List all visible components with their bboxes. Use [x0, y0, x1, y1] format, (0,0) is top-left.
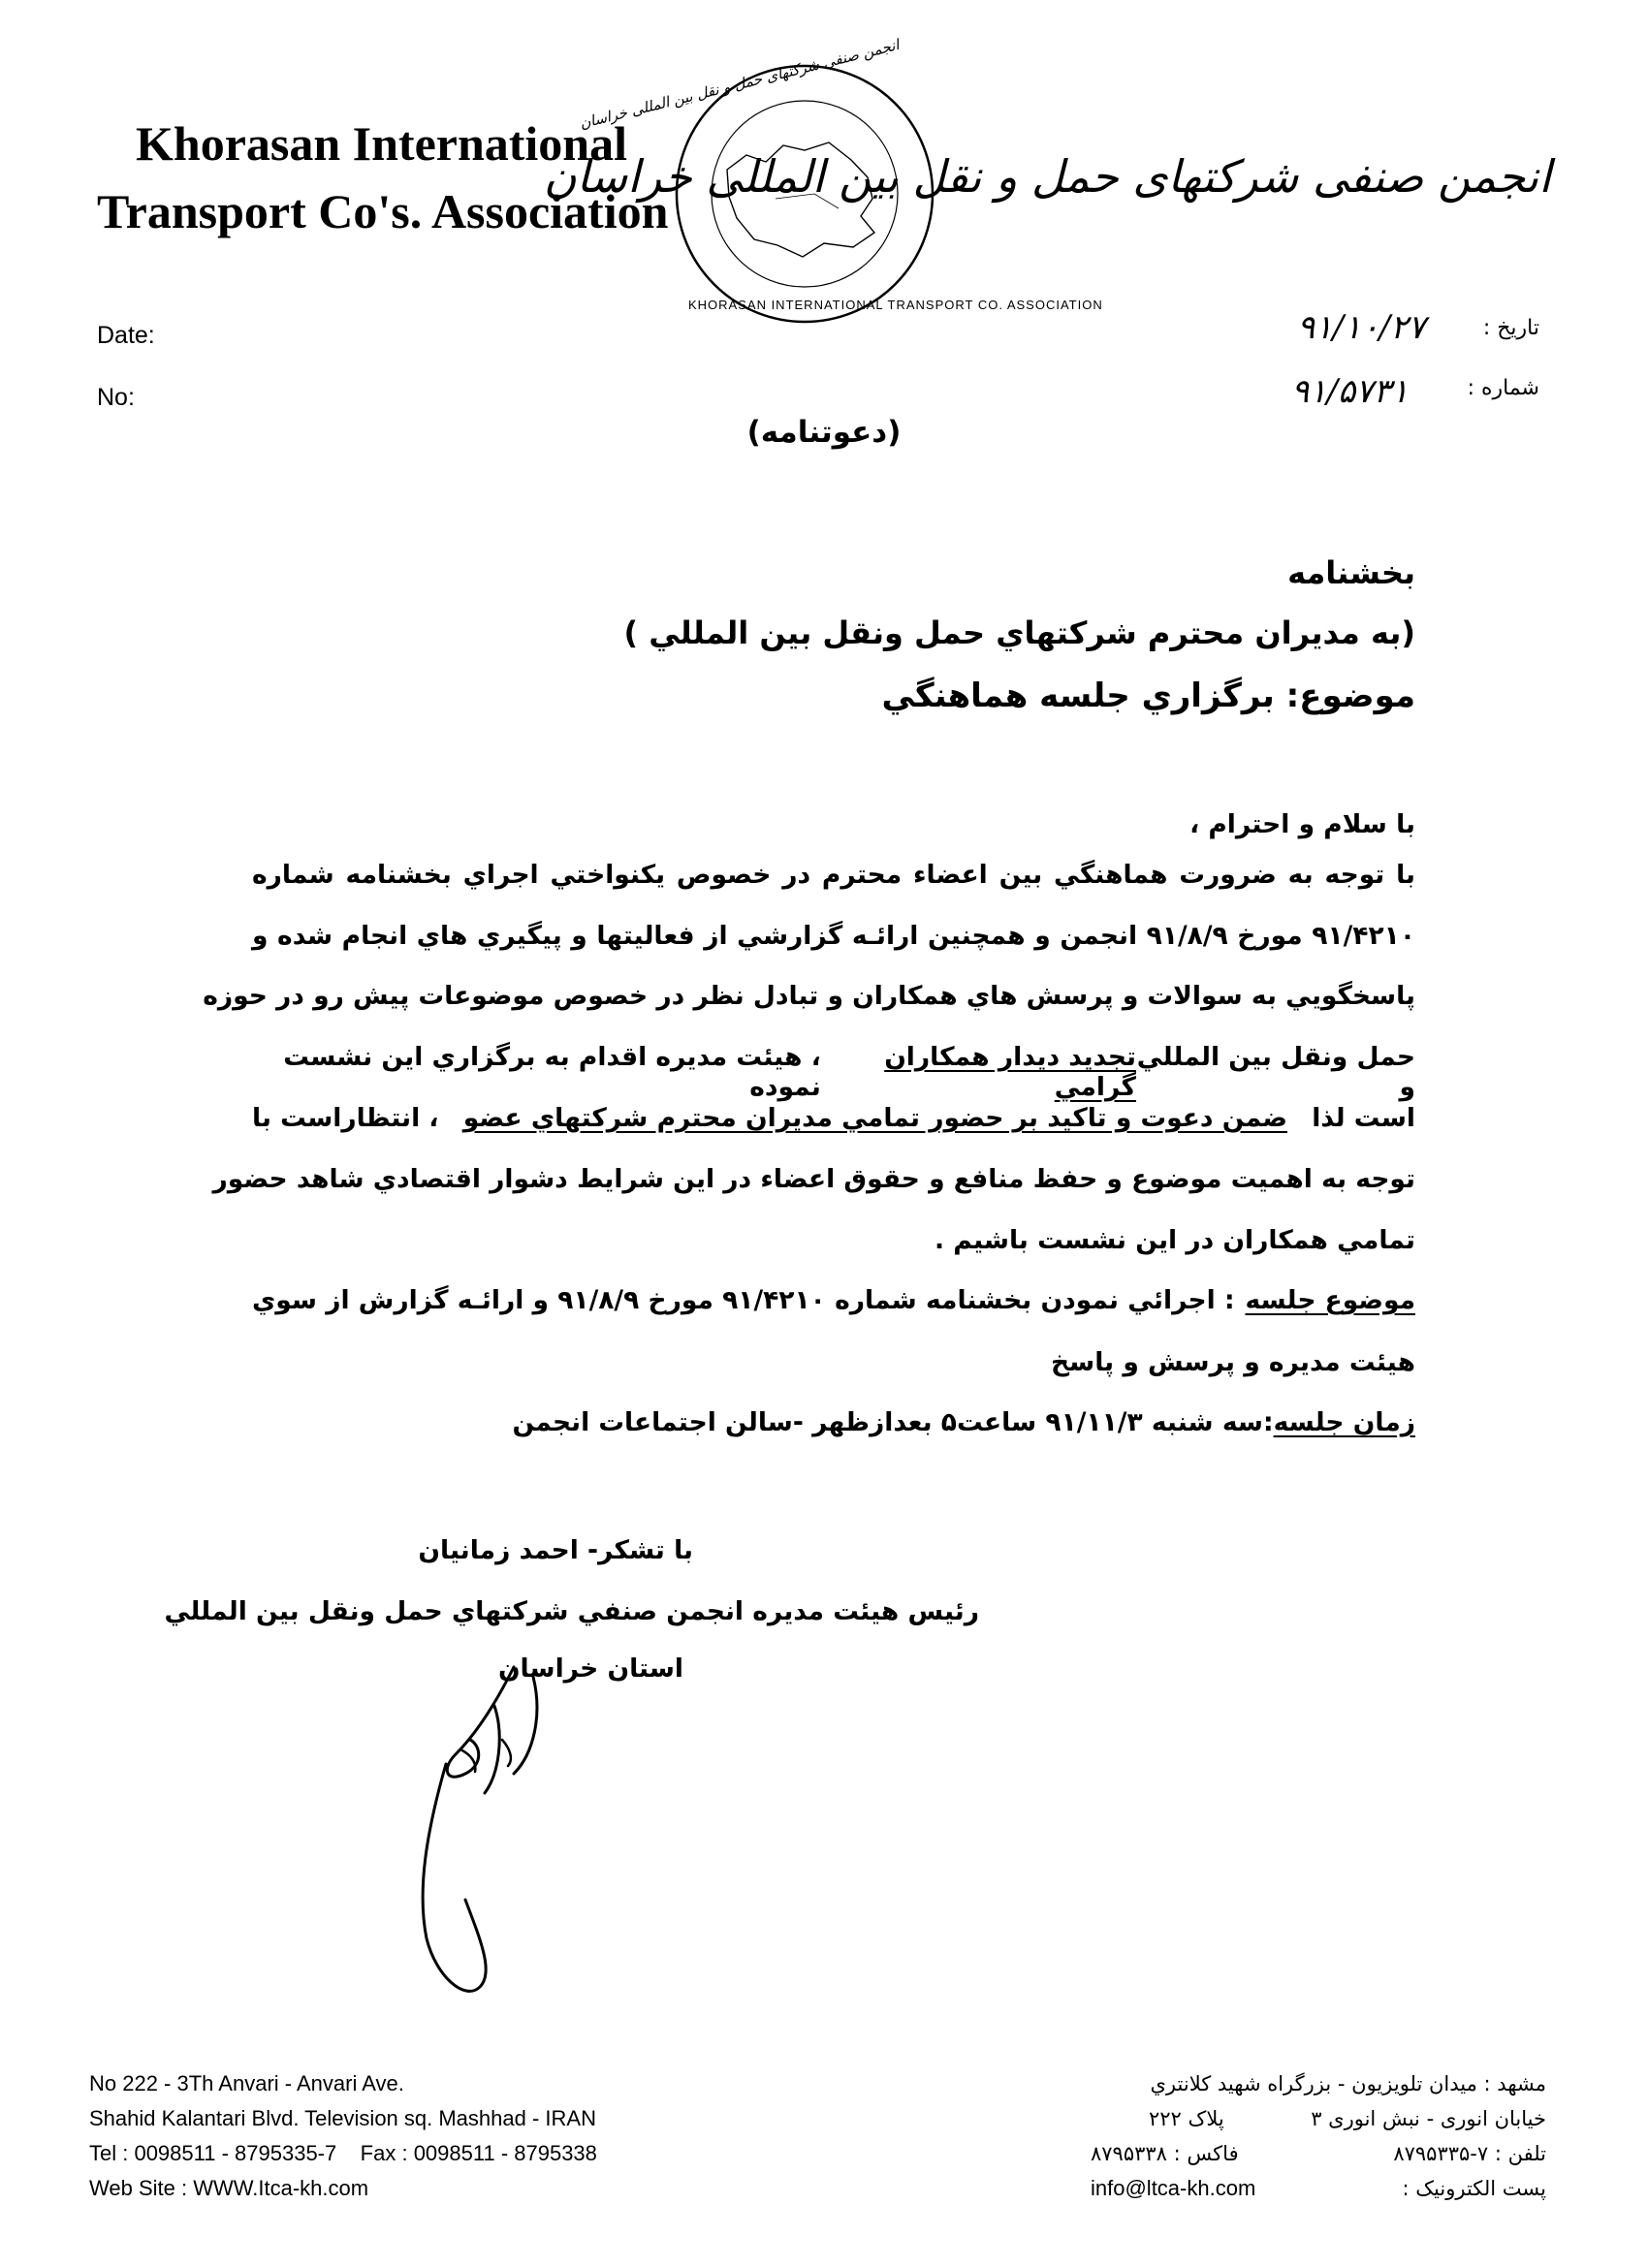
paragraph-line-7: تمامي همكاران در اين نشست باشيم . — [935, 1225, 1415, 1255]
number-label-fa: شماره : — [1467, 376, 1539, 400]
footer-fa-line-3 — [1091, 2136, 1546, 2171]
date-label-en: Date: — [97, 322, 155, 349]
seal-ring-text: KHORASAN INTERNATIONAL TRANSPORT CO. ASSOCIATION — [688, 298, 1103, 312]
footer-en-line-3: Tel : 0098511 - 8795335-7 Fax : 0098511 - 8795338 — [89, 2141, 597, 2165]
footer-fa-line-4 — [1091, 2171, 1546, 2206]
footer-fa-plaque: پلاک ۲۲۲ — [1149, 2107, 1224, 2130]
paragraph-line-4-underlined: تجديد ديدار همكاران گرامي — [884, 1042, 1136, 1102]
paragraph-line-5-underlined: ضمن دعوت و تاكيد بر حضور تمامي مديران محترم شركتهاي عضو — [462, 1103, 1287, 1133]
footer-fa-street: خيابان انوری - نبش انوری ۳ — [1311, 2107, 1546, 2130]
footer-address-fa — [1091, 2066, 1546, 2206]
paragraph-line-5 — [252, 1103, 1415, 1133]
paragraph-line-2: ۹۱/۴۲۱۰ مورخ ۹۱/۸/۹ انجمن و همچنين ارائـه گزارشي از فعاليتها و پيگيري هاي انجام شده و — [252, 921, 1416, 951]
meeting-time-text: :سه شنبه ۹۱/۱۱/۳ ساعت۵ بعدازظهر -سالن اجتماعات انجمن — [512, 1407, 1274, 1437]
org-name-fa: انجمن صنفی شرکتهای حمل و نقل بین المللی خراسان — [543, 150, 1551, 203]
meeting-topic-line — [252, 1285, 1415, 1315]
footer-fa-phone: تلفن : ۷-۸۷۹۵۳۳۵ — [1393, 2142, 1546, 2165]
meeting-time-line — [512, 1407, 1415, 1437]
signature-scribble — [388, 1648, 620, 2016]
signature-title: رئيس هيئت مديره انجمن صنفي شركتهاي حمل ونقل بين المللي — [164, 1596, 979, 1626]
date-value: ۹۱/۱۰/۲۷ — [1297, 308, 1426, 347]
paragraph-line-5-start: است لذا — [1312, 1103, 1415, 1133]
footer-address-en — [89, 2066, 597, 2206]
number-label-en: No: — [97, 384, 135, 411]
meeting-time-label: زمان جلسه — [1273, 1407, 1415, 1437]
date-label-fa: تاریخ : — [1482, 316, 1539, 340]
paragraph-line-3: پاسخگويي به سوالات و پرسش هاي همكاران و تبادل نظر در خصوص موضوعات پيش رو در حوزه — [203, 981, 1415, 1011]
footer-en-line-4: Web Site : WWW.Itca-kh.com — [89, 2176, 369, 2200]
signature-province: استان خراسان — [497, 1654, 683, 1684]
footer-en-line-1: No 222 - 3Th Anvari - Anvari Ave. — [89, 2071, 404, 2095]
footer-fa-fax: فاکس : ۸۷۹۵۳۳۸ — [1091, 2142, 1239, 2165]
paragraph-line-6: توجه به اهميت موضوع و حفظ منافع و حقوق اعضاء در اين شرايط دشوار اقتصادي شاهد حضور — [212, 1164, 1415, 1194]
footer-fa-email-label: پست الکترونیک : — [1402, 2177, 1546, 2200]
circular-label: بخشنامه — [1287, 554, 1415, 591]
greeting-line: با سلام و احترام ، — [1189, 809, 1415, 839]
paragraph-line-4-start: حمل ونقل بين المللي و — [1136, 1042, 1415, 1102]
paragraph-line-1: با توجه به ضرورت هماهنگي بين اعضاء محترم در خصوص يكنواختي اجراي بخشنامه شماره — [252, 860, 1415, 890]
number-value: ۹۱/۵۷۳۱ — [1291, 372, 1410, 411]
seal-top-text: انجمن صنفی شرکتهای حمل و نقل بین المللی خراسان — [578, 36, 902, 133]
footer-fa-line-2 — [1091, 2101, 1546, 2136]
paragraph-line-4-end: ، هيئت مديره اقدام به برگزاري اين نشست نموده — [283, 1042, 821, 1102]
recipients-line: (به مديران محترم شركتهاي حمل ونقل بين المللي ) — [623, 614, 1415, 651]
signature-thanks: با تشكر- احمد زمانيان — [418, 1535, 693, 1565]
meeting-topic-text: : اجرائي نمودن بخشنامه شماره ۹۱/۴۲۱۰ مورخ ۹۱/۸/۹ و ارائـه گزارش از سوي — [252, 1285, 1235, 1315]
document-type-title: (دعوتنامه) — [746, 415, 902, 450]
handwritten-signature — [388, 1648, 620, 2016]
footer-en-line-2: Shahid Kalantari Blvd. Television sq. Mashhad - IRAN — [89, 2106, 596, 2130]
paragraph-line-4 — [252, 1042, 1415, 1102]
paragraph-line-5-end: ، انتظاراست با — [252, 1103, 439, 1133]
meeting-topic-label: موضوع جلسه — [1245, 1285, 1415, 1315]
footer-fa-email[interactable]: info@ltca-kh.com — [1091, 2176, 1256, 2200]
meeting-topic-continuation: هيئت مديره و پرسش و پاسخ — [1051, 1347, 1415, 1377]
footer-fa-line-1: مشهد : ميدان تلويزيون - بزرگراه شهيد كلانتري — [1150, 2072, 1546, 2095]
subject-line: موضوع: برگزاري جلسه هماهنگي — [881, 677, 1415, 715]
org-name-en-line1: Khorasan International — [136, 116, 628, 171]
org-name-en-line2: Transport Co's. Association — [97, 184, 669, 238]
